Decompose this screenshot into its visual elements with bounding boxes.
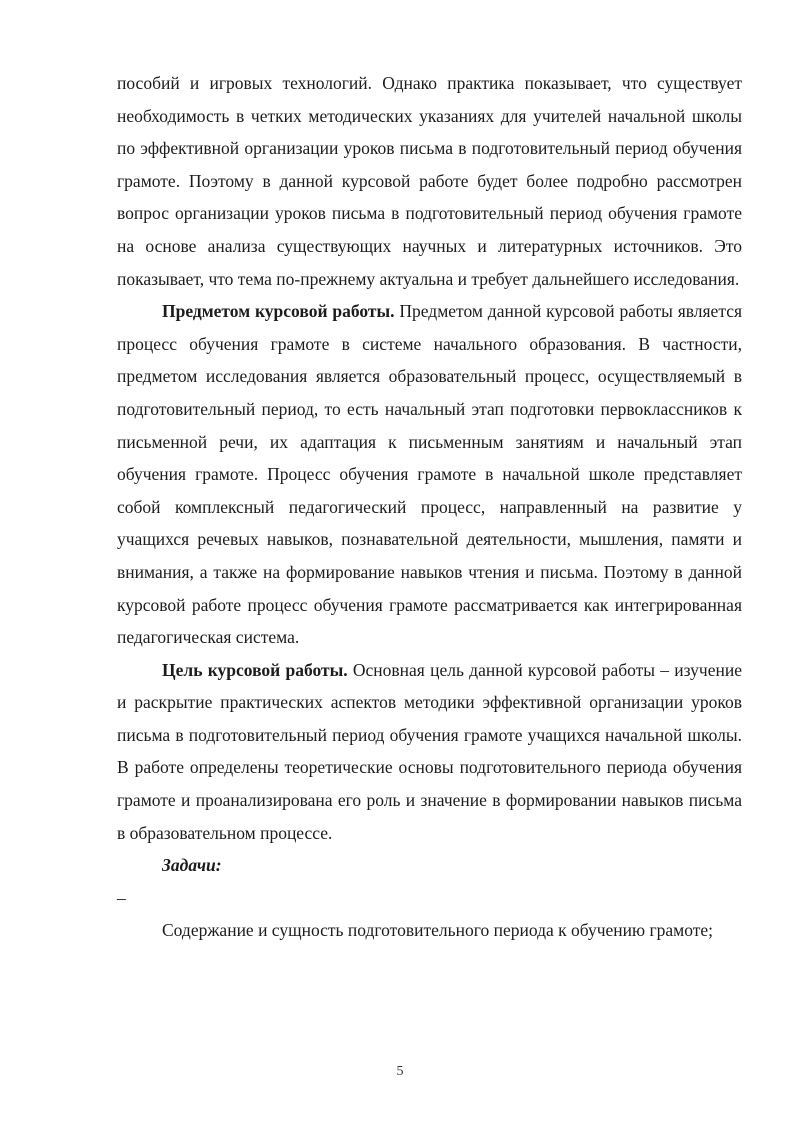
tasks-heading: Задачи:: [162, 855, 222, 876]
goal-paragraph: [117, 654, 742, 850]
task-item-text: Содержание и сущность подготовительного периода к обучению грамоте;: [162, 920, 714, 941]
intro-continuation-paragraph: пособий и игровых технологий. Однако практика показывает, что существует необходимость в четких методических указаниях для учителей начальной школы по эффективной организации уроков письма в подготовительный период обучения грамоте. Поэтому в данной курсовой работе будет более подробно рассмотрен вопрос организации уроков письма в подготовительный период обучения грамоте на основе анализа существующих научных и литературных источников. Это показывает, что тема по-прежнему актуальна и требует дальнейшего исследования.: [117, 73, 742, 289]
goal-heading: Цель курсовой работы.: [162, 659, 348, 680]
task-list-marker: –: [117, 887, 126, 908]
body-text: [117, 67, 742, 947]
tasks-paragraph: [117, 849, 742, 882]
subject-text: Предметом данной курсовой работы является процесс обучения грамоте в системе начального образования. В частности, предметом исследования является образовательный процесс, осуществляемый в подготовительный период, то есть начальный этап подготовки первоклассников к письменной речи, их адаптация к письменным занятиям и начальный этап обучения грамоте. Процесс обучения грамоте в начальной школе представляет собой комплексный педагогический процесс, направленный на развитие у учащихся речевых навыков, познавательной деятельности, мышления, памяти и внимания, а также на формирование навыков чтения и письма. Поэтому в данной курсовой работе процесс обучения грамоте рассматривается как интегрированная педагогическая система.: [117, 301, 743, 648]
task-list-item: [117, 882, 742, 947]
goal-text: Основная цель данной курсовой работы – изучение и раскрытие практических аспектов методики эффективной организации уроков письма в подготовительный период обучения грамоте учащихся начальной школы. В работе определены теоретические основы подготовительного периода обучения грамоте и проанализирована его роль и значение в формировании навыков письма в образовательном процессе.: [117, 659, 743, 843]
subject-paragraph: [117, 295, 742, 654]
page-number: 5: [396, 1064, 404, 1079]
subject-heading: Предметом курсовой работы.: [162, 301, 395, 322]
